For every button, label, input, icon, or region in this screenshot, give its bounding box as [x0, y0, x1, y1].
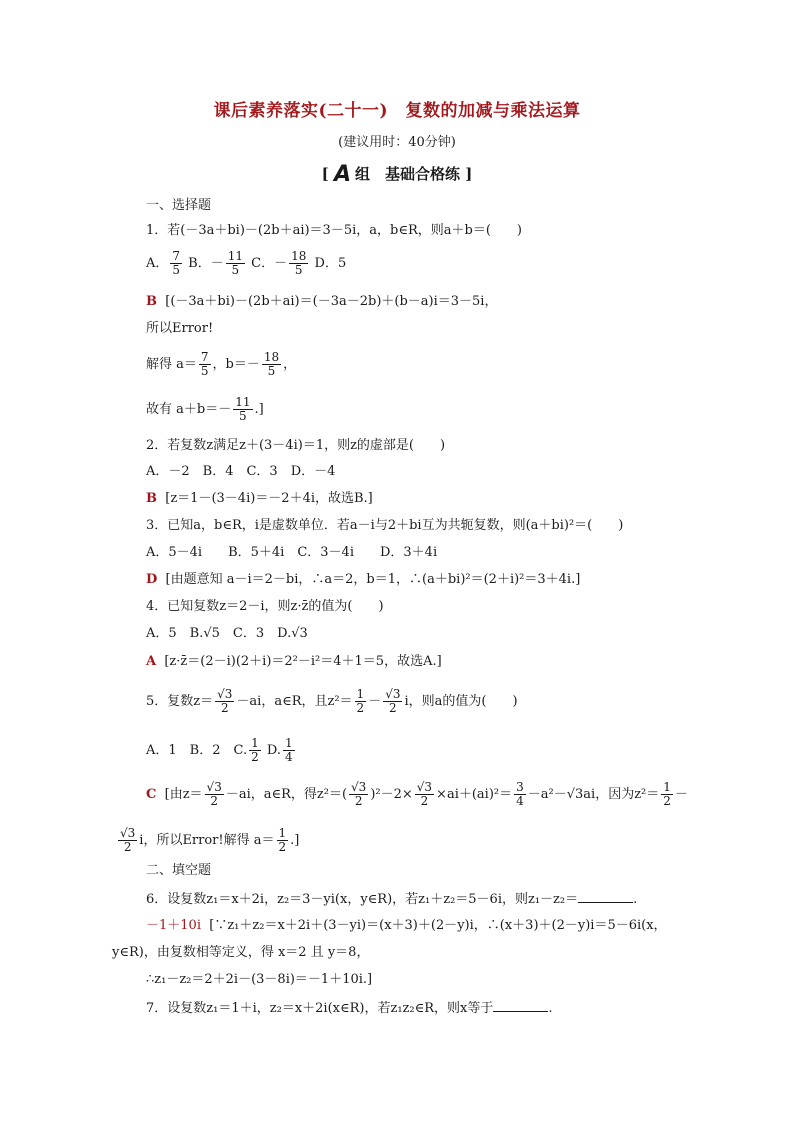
q1-solution-3: 解得 a＝ $\frac{7}{5}$ ，b＝－ $\frac{18}{5}$ ，	[146, 350, 297, 378]
suggested-time: (建议用时：40分钟)	[338, 135, 456, 150]
fraction: $\frac{18}{5}$	[291, 249, 307, 277]
fraction: $\frac{√3}{2}$	[385, 687, 401, 715]
fraction: $\frac{3}{4}$	[516, 780, 524, 808]
q3-solution: D [由题意知 a－i＝2－bi，∴a＝2，b＝1，∴(a＋bi)²＝(2＋i)²＝3＋4i.]	[146, 572, 581, 587]
q6-solution-2: y∈R)，由复数相等定义，得 x＝2 且 y＝8，	[112, 945, 370, 960]
section-choice-heading: 一、选择题	[146, 198, 212, 213]
q5-options: A．1 B．2 C. $\frac{1}{2}$ D. $\frac{1}{4}$	[146, 736, 293, 764]
q1-stem: 1．若(－3a＋bi)－(2b＋ai)＝3－5i，a，b∈R，则a＋b＝( )	[146, 223, 522, 238]
q4-answer: A	[146, 654, 157, 669]
q4-options: A．5 B.√5 C．3 D.√3	[146, 626, 308, 641]
q1-solution-4: 故有 a＋b＝－ $\frac{11}{5}$ .]	[146, 395, 264, 423]
fraction: $\frac{7}{5}$	[200, 350, 209, 378]
fraction: $\frac{1}{4}$	[284, 736, 293, 764]
q1-answer: B	[146, 294, 157, 309]
q4-solution: A [z·z̄＝(2－i)(2＋i)＝2²－i²＝4＋1＝5，故选A.]	[146, 654, 442, 669]
q5-answer: C	[146, 787, 157, 802]
answer-blank	[493, 999, 548, 1012]
fraction: $\frac{√3}{2}$	[206, 780, 222, 808]
q3-stem: 3．已知a，b∈R，i是虚数单位．若a－i与2＋bi互为共轭复数，则(a＋bi)²＝( )	[146, 518, 624, 533]
group-heading	[0, 162, 794, 187]
q5-solution-1: C [由z＝ $\frac{√3}{2}$ －ai，a∈R，得z²＝( $\frac{√3}{2}$ )²－2× $\frac{√3}{2}$ ×ai＋(ai)²＝ $\frac{3}{4}$ －a²－√3ai，因为z²＝ $\frac{1}{2}$ －	[146, 780, 688, 808]
q5-solution-2: $\frac{√3}{2}$ i，所以Error!解得 a＝ $\frac{1}{2}$ .]	[120, 826, 300, 854]
q2-options: A．－2 B．4 C．3 D．－4	[146, 464, 336, 479]
q7-stem: 7．设复数z₁＝1＋i，z₂＝x＋2i(x∈R)，若z₁z₂∈R，则x等于 .	[146, 1001, 553, 1016]
group-bracket-close: ]	[465, 165, 473, 183]
q2-stem: 2．若复数z满足z＋(3－4i)＝1，则z的虚部是( )	[146, 438, 446, 453]
fraction: $\frac{1}{2}$	[278, 826, 287, 854]
q3-answer: D	[146, 572, 158, 587]
fraction: $\frac{7}{5}$	[172, 249, 181, 277]
fraction: $\frac{√3}{2}$	[416, 780, 433, 808]
q1-options: A． $\frac{7}{5}$ B．－ $\frac{11}{5}$ C．－ $\frac{18}{5}$ D．5	[146, 249, 347, 277]
q6-solution-1: －1＋10i [∵z₁＋z₂＝x＋2i＋(3－yi)＝(x＋3)＋(2－y)i，∴(x＋3)＋(2－y)i＝5－6i(x，	[146, 918, 667, 933]
q1-solution-1: B [(－3a＋bi)－(2b＋ai)＝(－3a－2b)＋(b－a)i＝3－5i，	[146, 294, 498, 309]
q2-solution: B [z＝1－(3－4i)＝－2＋4i，故选B.]	[146, 491, 373, 506]
section-fill-heading: 二、填空题	[146, 863, 212, 878]
fraction: $\frac{1}{2}$	[663, 780, 671, 808]
fraction: $\frac{11}{5}$	[227, 249, 244, 277]
q3-options: A．5－4i B．5＋4i C．3－4i D．3＋4i	[146, 545, 438, 560]
q6-answer: －1＋10i	[146, 918, 201, 933]
q1-solution-2: 所以Error!	[146, 321, 214, 336]
group-bracket-open: [	[321, 165, 329, 183]
q6-solution-3: ∴z₁－z₂＝2＋2i－(3－8i)＝－1＋10i.]	[146, 972, 373, 987]
answer-blank	[578, 890, 633, 903]
q2-answer: B	[146, 491, 157, 506]
fraction: $\frac{√3}{2}$	[217, 687, 233, 715]
group-label: 组 基础合格练	[355, 165, 461, 183]
fraction: $\frac{1}{2}$	[251, 736, 259, 764]
q5-stem: 5．复数z＝ $\frac{√3}{2}$ －ai，a∈R，且z²＝ $\frac{1}{2}$ － $\frac{√3}{2}$ i，则a的值为( )	[146, 687, 518, 715]
fraction: $\frac{18}{5}$	[263, 350, 280, 378]
page-title: 课后素养落实(二十一) 复数的加减与乘法运算	[213, 101, 581, 121]
q4-stem: 4．已知复数z＝2－i，则z·z̄的值为( )	[146, 599, 384, 614]
group-letter: A	[333, 162, 351, 187]
fraction: $\frac{√3}{2}$	[351, 780, 367, 808]
fraction: $\frac{√3}{2}$	[120, 826, 136, 854]
fraction: $\frac{11}{5}$	[235, 395, 251, 423]
fraction: $\frac{1}{2}$	[356, 687, 365, 715]
q6-stem: 6．设复数z₁＝x＋2i，z₂＝3－yi(x，y∈R)，若z₁＋z₂＝5－6i，则z₁－z₂＝ .	[146, 892, 638, 907]
